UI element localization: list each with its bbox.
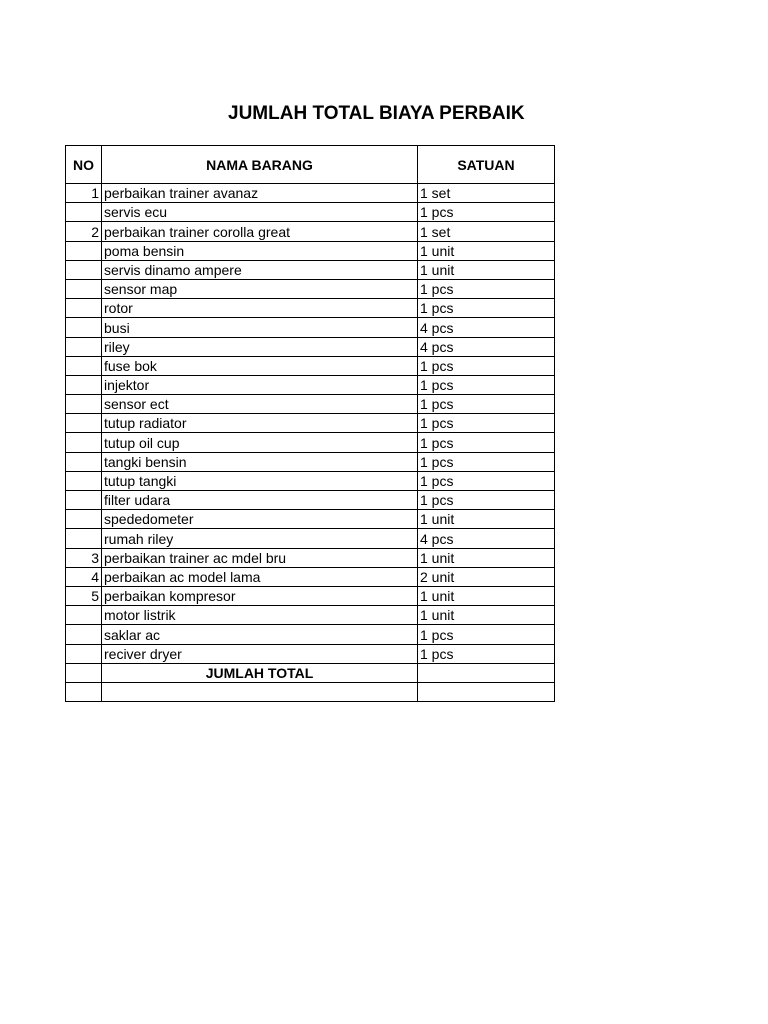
row-name: reciver dryer [102,644,418,663]
row-no [66,375,102,394]
table-row [66,375,555,394]
row-unit: 1 pcs [418,414,555,433]
row-name: tangki bensin [102,452,418,471]
table-row [66,279,555,298]
row-unit: 1 unit [418,606,555,625]
blank-cell [102,682,418,701]
row-no [66,471,102,490]
table-row [66,625,555,644]
row-name: perbaikan trainer corolla great [102,222,418,241]
row-unit: 1 pcs [418,279,555,298]
row-unit: 1 unit [418,260,555,279]
row-no [66,529,102,548]
table-row [66,644,555,663]
row-name: sensor ect [102,395,418,414]
row-name: poma bensin [102,241,418,260]
row-no [66,299,102,318]
row-no [66,318,102,337]
row-unit: 1 unit [418,241,555,260]
total-unit-cell [418,663,555,682]
row-no [66,452,102,471]
table-row [66,241,555,260]
table-row [66,337,555,356]
row-no [66,414,102,433]
table-row [66,356,555,375]
row-unit: 2 unit [418,567,555,586]
blank-row [66,682,555,701]
row-unit: 1 pcs [418,299,555,318]
row-name: perbaikan trainer ac mdel bru [102,548,418,567]
row-name: perbaikan ac model lama [102,567,418,586]
row-no [66,241,102,260]
row-name: fuse bok [102,356,418,375]
column-header-no: NO [66,146,102,184]
row-name: motor listrik [102,606,418,625]
row-name: servis dinamo ampere [102,260,418,279]
row-name: tutup radiator [102,414,418,433]
row-unit: 1 unit [418,548,555,567]
row-name: sensor map [102,279,418,298]
total-row [66,663,555,682]
row-name: injektor [102,375,418,394]
row-unit: 1 pcs [418,395,555,414]
row-no [66,491,102,510]
row-name: saklar ac [102,625,418,644]
table-row [66,260,555,279]
row-no: 2 [66,222,102,241]
table-row [66,184,555,203]
table-row [66,414,555,433]
row-no [66,395,102,414]
item-table [65,145,555,702]
row-unit: 1 pcs [418,644,555,663]
row-no [66,260,102,279]
table-row [66,586,555,605]
row-unit: 1 pcs [418,491,555,510]
total-label: JUMLAH TOTAL [102,663,418,682]
row-name: perbaikan trainer avanaz [102,184,418,203]
row-no [66,356,102,375]
row-unit: 1 pcs [418,375,555,394]
table-row [66,491,555,510]
total-no-cell [66,663,102,682]
row-unit: 4 pcs [418,529,555,548]
row-no [66,606,102,625]
row-name: spededometer [102,510,418,529]
row-no: 1 [66,184,102,203]
row-name: perbaikan kompresor [102,586,418,605]
table-row [66,606,555,625]
table-row [66,395,555,414]
table-row [66,567,555,586]
table-row [66,299,555,318]
row-unit: 4 pcs [418,337,555,356]
blank-cell [66,682,102,701]
table-row [66,222,555,241]
column-header-unit: SATUAN [418,146,555,184]
row-name: filter udara [102,491,418,510]
row-name: riley [102,337,418,356]
table-row [66,529,555,548]
row-unit: 1 pcs [418,625,555,644]
table-row [66,548,555,567]
row-unit: 1 unit [418,586,555,605]
table-row [66,510,555,529]
row-unit: 1 pcs [418,203,555,222]
row-name: servis ecu [102,203,418,222]
column-header-name: NAMA BARANG [102,146,418,184]
row-name: rumah riley [102,529,418,548]
row-unit: 1 pcs [418,356,555,375]
row-no [66,644,102,663]
row-no [66,433,102,452]
row-unit: 1 set [418,222,555,241]
row-unit: 1 pcs [418,433,555,452]
page-title: JUMLAH TOTAL BIAYA PERBAIK [228,103,525,124]
blank-cell [418,682,555,701]
row-name: busi [102,318,418,337]
table-row [66,471,555,490]
row-no [66,625,102,644]
row-no [66,279,102,298]
table-row [66,318,555,337]
row-no: 3 [66,548,102,567]
row-unit: 4 pcs [418,318,555,337]
table-body [66,184,555,702]
row-no: 5 [66,586,102,605]
row-no [66,337,102,356]
row-name: rotor [102,299,418,318]
table-row [66,203,555,222]
row-unit: 1 pcs [418,452,555,471]
row-unit: 1 pcs [418,471,555,490]
table-row [66,452,555,471]
row-no [66,203,102,222]
row-no [66,510,102,529]
row-name: tutup tangki [102,471,418,490]
table-row [66,433,555,452]
row-no: 4 [66,567,102,586]
row-name: tutup oil cup [102,433,418,452]
row-unit: 1 unit [418,510,555,529]
header-row [66,146,555,184]
row-unit: 1 set [418,184,555,203]
